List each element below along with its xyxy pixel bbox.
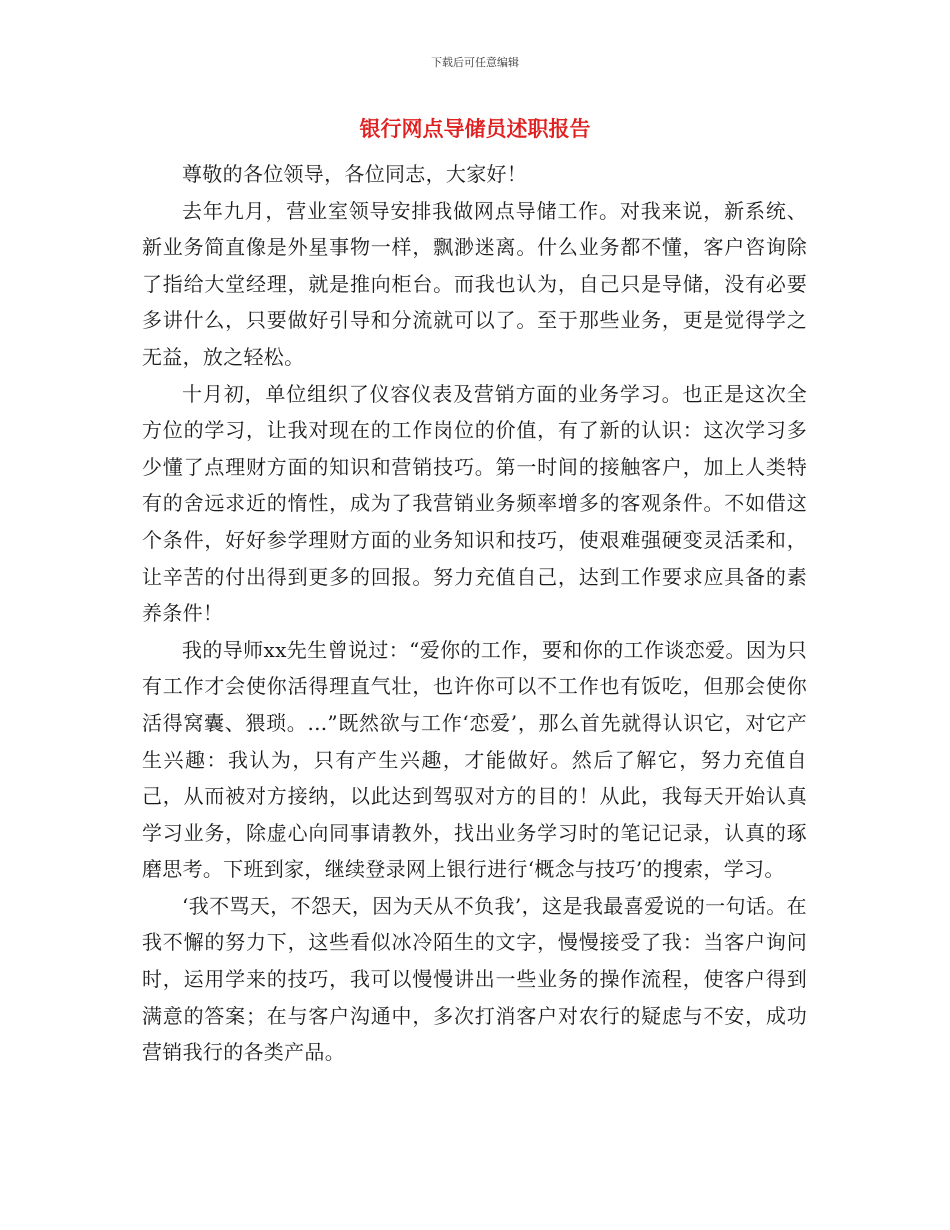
paragraph-3: 我的导师xx先生曾说过：“爱你的工作，要和你的工作谈恋爱。因为只有工作才会使你活得理直气壮，也许你可以不工作也有饭吃，但那会使你活得窝囊、猥琐。...”既然欲与工作‘恋爱’，那么首先就得认识它，对它产生兴趣：我认为，只有产生兴趣，才能做好。然后了解它，努力充值自己，从而被对方接纳，以此达到驾驭对方的目的！从此，我每天开始认真学习业务，除虚心向同事请教外，找出业务学习时的笔记记录，认真的琢磨思考。下班到家，继续登录网上银行进行‘概念与技巧’的搜索，学习。 xyxy=(142,637,807,882)
paragraph-2: 十月初，单位组织了仪容仪表及营销方面的业务学习。也正是这次全方位的学习，让我对现在的工作岗位的价值，有了新的认识：这次学习多少懂了点理财方面的知识和营销技巧。第一时间的接触客户，加上人类特有的舍远求近的惰性，成为了我营销业务频率增多的客观条件。不如借这个条件，好好参学理财方面的业务知识和技巧，使艰难强硬变灵活柔和，让辛苦的付出得到更多的回报。努力充值自己，达到工作要求应具备的素养条件！ xyxy=(142,381,807,626)
paragraph-greeting: 尊敬的各位领导，各位同志，大家好！ xyxy=(182,162,528,186)
document-title: 银行网点导储员述职报告 xyxy=(359,117,591,141)
download-note: 下载后可任意编辑 xyxy=(431,56,519,69)
paragraph-1: 去年九月，营业室领导安排我做网点导储工作。对我来说，新系统、新业务简直像是外星事物一样，飘渺迷离。什么业务都不懂，客户咨询除了指给大堂经理，就是推向柜台。而我也认为，自己只是导储，没有必要多讲什么，只要做好引导和分流就可以了。至于那些业务，更是觉得学之无益，放之轻松。 xyxy=(142,198,807,369)
paragraph-4: ‘我不骂天，不怨天，因为天从不负我’，这是我最喜爱说的一句话。在我不懈的努力下，这些看似冰冷陌生的文字，慢慢接受了我：当客户询问时，运用学来的技巧，我可以慢慢讲出一些业务的操作流程，使客户得到满意的答案；在与客户沟通中，多次打消客户对农行的疑虑与不安，成功营销我行的各类产品。 xyxy=(142,893,807,1065)
document-body xyxy=(142,156,807,1071)
